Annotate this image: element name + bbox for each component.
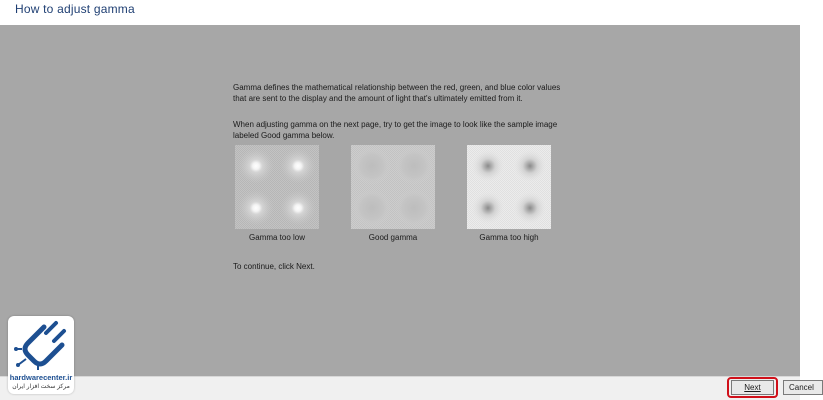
- continue-instruction: To continue, click Next.: [233, 262, 315, 271]
- sample-label-good-gamma: Good gamma: [368, 233, 418, 242]
- title-bar: [0, 0, 800, 25]
- intro-line: that are sent to the display and the amount of light that's ultimately emitted from it.: [233, 93, 523, 103]
- cancel-button[interactable]: Cancel: [783, 380, 823, 395]
- instruction-line: When adjusting gamma on the next page, try to get the image to look like the sample image: [233, 120, 558, 129]
- sample-label-gamma-too-high: Gamma too high: [479, 233, 539, 242]
- instruction-paragraph: [233, 120, 583, 141]
- intro-paragraph: [233, 83, 583, 104]
- watermark-tagline: مرکز سخت افزار ایران: [12, 384, 70, 390]
- window-title: How to adjust gamma: [15, 2, 135, 16]
- button-bar: [0, 376, 800, 400]
- sample-image-gamma-too-low: [235, 145, 319, 229]
- next-button-label: Next: [744, 383, 761, 392]
- circuit-plug-icon: [14, 321, 68, 371]
- watermark-site-name: hardwarecenter.ir: [9, 373, 73, 382]
- instruction-line: labeled Good gamma below.: [233, 130, 335, 140]
- watermark-logo: [8, 316, 74, 394]
- sample-image-gamma-too-high: [467, 145, 551, 229]
- next-button[interactable]: [731, 380, 774, 395]
- sample-image-good-gamma: [351, 145, 435, 229]
- intro-line: Gamma defines the mathematical relationship between the red, green, and blue color values: [233, 83, 561, 92]
- sample-label-gamma-too-low: Gamma too low: [248, 233, 306, 242]
